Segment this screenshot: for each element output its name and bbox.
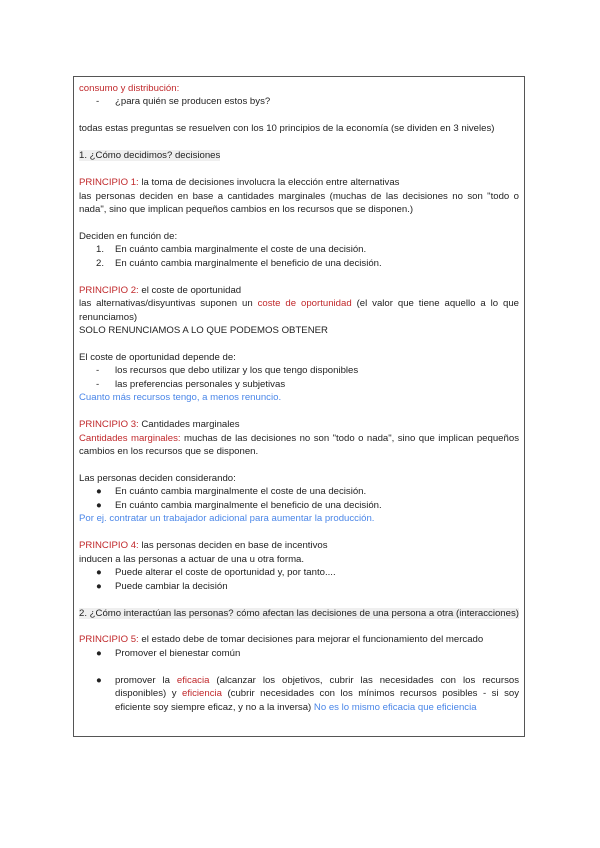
text-run: ¿para quién se producen estos bys? [115,96,271,108]
highlight-term: coste de oportunidad [257,298,352,310]
section-heading [79,149,519,162]
highlight-term: eficacia [176,674,210,686]
document-page-box [73,76,525,737]
text-run: las preferencias personales y subjetivas [115,378,286,390]
list-item [79,485,519,498]
list-item [79,364,519,377]
text-run: (el valor que tiene aquello a lo que renunciamos) [79,298,520,323]
paragraph [79,432,519,459]
text-run: En cuánto cambia marginalmente el beneficio de una decisión. [115,499,382,511]
list-marker: ● [96,499,102,511]
highlight-term: PRINCIPIO 5: [79,634,142,646]
heading-highlight [79,150,220,161]
note-text: Cuanto más recursos tengo, a menos renuncio. [79,392,282,404]
text-run: inducen a las personas a actuar de una u otra forma. [79,553,305,565]
text-run: la toma de decisiones involucra la elección entre alternativas [141,177,400,189]
paragraph [79,351,519,364]
list-marker: - [96,365,100,377]
paragraph [79,230,519,243]
highlight-term: eficiencia [181,688,222,700]
text-run: Deciden en función de: [79,230,178,242]
paragraph [79,539,519,552]
text-run: Puede cambiar la decisión [115,580,228,592]
text-run: muchas de las decisiones no son "todo o nada", sino que implican pequeños cambios en los recursos que se disponen. [79,432,519,458]
list-marker: ● [96,567,102,579]
text-run: las personas deciden en base de incentivos [141,540,328,552]
text-run: El coste de oportunidad depende de: [79,351,236,363]
text-run: SOLO RENUNCIAMOS A LO QUE PODEMOS OBTENER [79,325,328,337]
text-run: En cuánto cambia marginalmente el coste de una decisión. [115,486,367,498]
paragraph [79,324,519,337]
text-run: Cantidades marginales [141,419,240,431]
highlight-term: Cantidades marginales: [79,432,181,444]
highlight-term: consumo y distribución: [79,83,180,94]
list-item [79,647,519,660]
heading-highlight [79,608,519,619]
text-run: Promover el bienestar común [115,647,241,659]
section-heading [79,607,519,620]
note-text: Por ej. contratar un trabajador adicional para aumentar la producción. [79,513,375,525]
paragraph [79,122,519,135]
text-run: todas estas preguntas se resuelven con los 10 principios de la economía (se dividen en 3 niveles) [79,123,495,135]
text-run: 1. ¿Cómo decidimos? decisiones [79,150,221,162]
highlight-term: PRINCIPIO 1: [79,177,142,189]
text-run: los recursos que debo utilizar y los que tengo disponibles [115,365,359,377]
text-run: (cubrir necesidades con los mínimos recursos posibles - si soy eficiente soy siempre eficaz, y no a la inversa) [115,688,519,713]
list-item [79,95,519,108]
paragraph [79,297,519,324]
text-run: el estado debe de tomar decisiones para mejorar el funcionamiento del mercado [141,634,484,646]
paragraph [79,418,519,431]
text-run: En cuánto cambia marginalmente el coste de una decisión. [115,244,367,256]
highlight-term: PRINCIPIO 3: [79,419,142,431]
list-item [79,257,519,270]
paragraph [79,82,519,95]
highlight-term: PRINCIPIO 4: [79,540,142,552]
list-marker: 1. [96,244,105,256]
list-marker: ● [96,580,102,592]
text-run: las alternativas/disyuntivas suponen un [79,298,258,310]
list-item [79,243,519,256]
paragraph [79,472,519,485]
list-item [79,580,519,593]
list-marker: - [96,96,100,108]
highlight-term: PRINCIPIO 2: [79,284,142,296]
list-marker: - [96,378,100,390]
text-run: Las personas deciden considerando: [79,473,236,485]
text-run: 2. ¿Cómo interactúan las personas? cómo afectan las decisiones de una persona a otra (interacciones) [79,607,519,619]
paragraph [79,284,519,297]
paragraph [79,633,519,646]
list-marker: ● [96,647,102,659]
text-run: En cuánto cambia marginalmente el beneficio de una decisión. [115,257,382,269]
text-run: Puede alterar el coste de oportunidad y, por tanto.... [115,567,336,579]
text-run: (alcanzar los objetivos, cubrir las necesidades con los recursos disponibles) y [115,674,519,700]
paragraph [79,512,519,525]
text-run: las personas deciden en base a cantidades marginales (muchas de las decisiones no son "todo o nada", sino que implican pequeños cambios en los recursos que se disponen.) [79,190,519,216]
text-run: el coste de oportunidad [141,284,242,296]
list-marker: ● [96,486,102,498]
list-item [79,674,519,714]
paragraph [79,391,519,404]
list-item [79,378,519,391]
list-item [79,499,519,512]
list-marker: 2. [96,257,105,269]
paragraph [79,553,519,566]
note-text: No es lo mismo eficacia que eficiencia [313,701,477,713]
text-run: promover la [115,674,177,686]
list-marker: ● [96,674,102,686]
paragraph [79,176,519,189]
paragraph [79,190,519,217]
list-item [79,566,519,579]
